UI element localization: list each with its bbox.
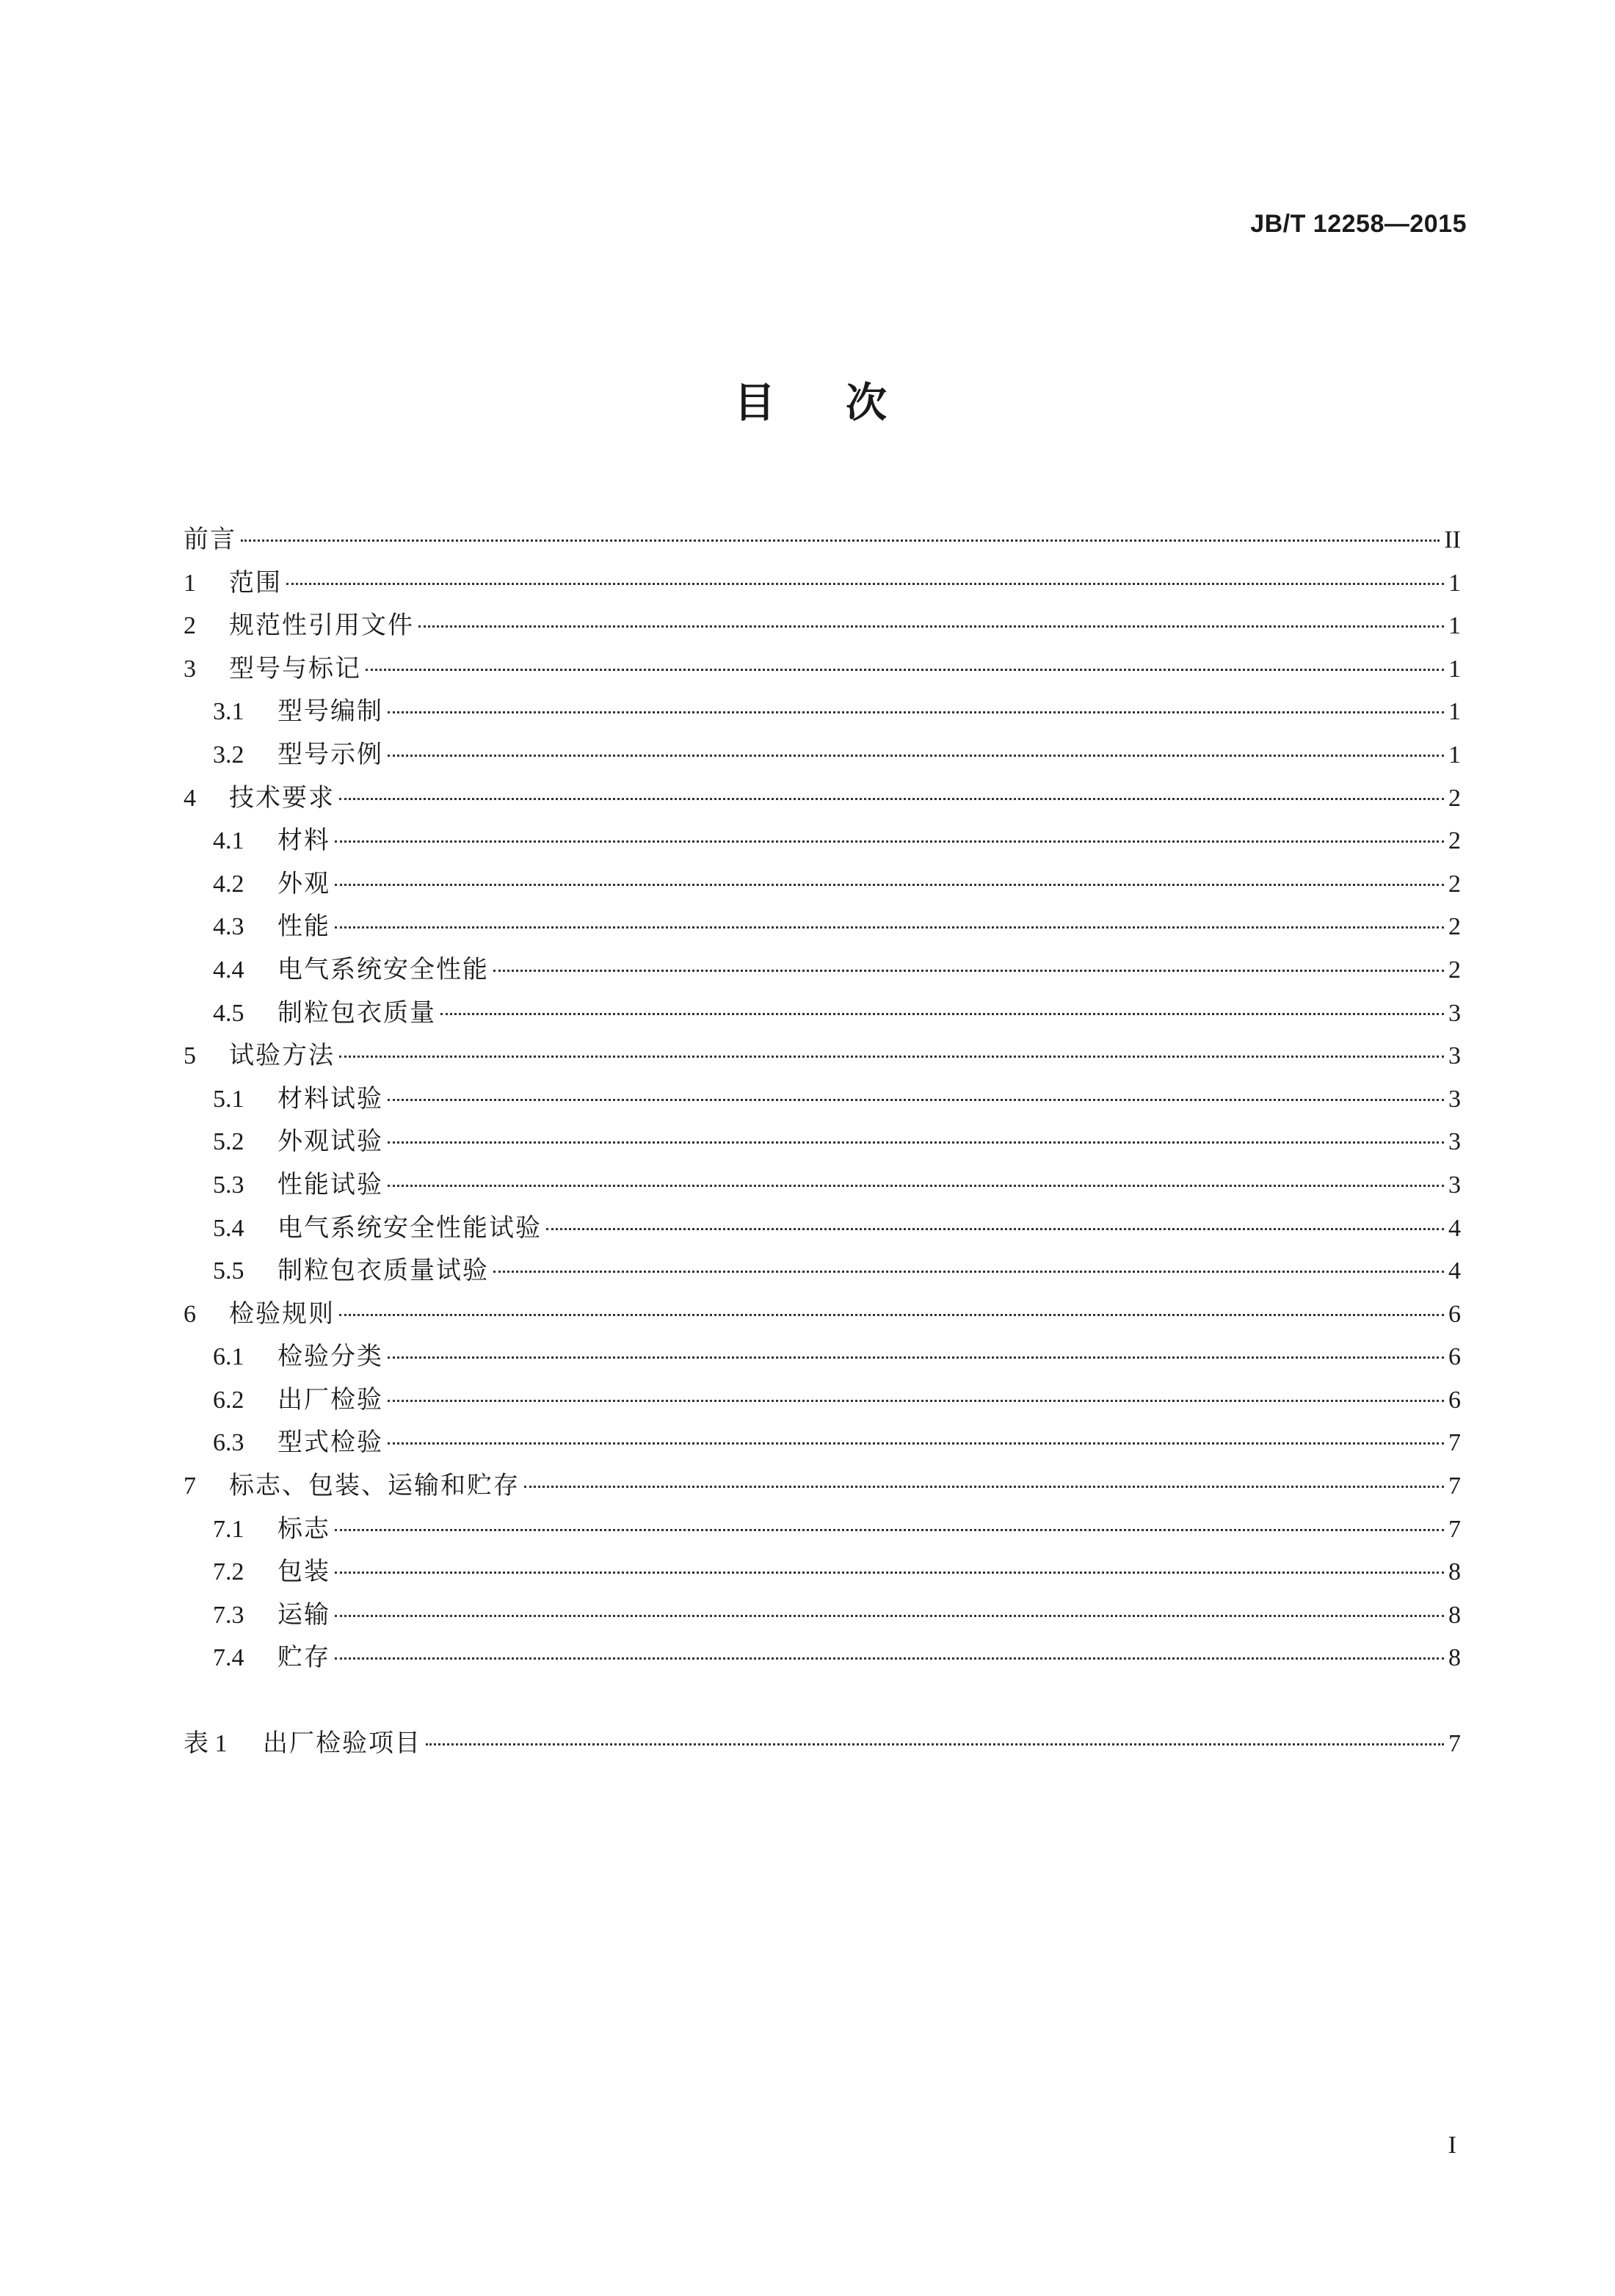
toc-entry-number: 1 [184, 569, 196, 597]
toc-entry[interactable] [184, 948, 1461, 992]
toc-entry-number: 7 [184, 1472, 196, 1500]
toc-entry-label: 检验分类 [277, 1342, 383, 1372]
toc-entry[interactable] [184, 1078, 1461, 1121]
toc-entry-page: 2 [1448, 827, 1461, 855]
dot-leader [426, 1743, 1444, 1745]
dot-leader [335, 1529, 1444, 1531]
toc-entry-number: 表 1 [184, 1730, 228, 1758]
toc-entry-number: 5.4 [213, 1214, 244, 1242]
toc-entry-page: 1 [1448, 612, 1461, 640]
toc-entry[interactable] [184, 1508, 1461, 1551]
toc-entry[interactable] [184, 819, 1461, 862]
toc-entry-number: 3 [184, 655, 196, 683]
toc-entry-page: 6 [1448, 1343, 1461, 1371]
dot-leader [493, 970, 1444, 972]
toc-entry-label: 电气系统安全性能 [277, 954, 489, 984]
toc-entry-page: 3 [1448, 1128, 1461, 1156]
toc-entry-label: 前言 [184, 525, 236, 554]
toc-entry-label: 标志 [277, 1514, 330, 1544]
toc-entry-page: 7 [1448, 1730, 1461, 1758]
dot-leader [388, 711, 1444, 713]
toc-entry-number: 5.3 [213, 1171, 244, 1199]
dot-leader [388, 1141, 1444, 1144]
toc-entry-label: 外观 [277, 868, 330, 898]
dot-leader [339, 1314, 1444, 1316]
toc-entry-label: 型号示例 [277, 739, 383, 769]
toc-entry-number: 7.4 [213, 1644, 244, 1672]
toc-entry-number: 4.1 [213, 827, 244, 855]
toc-entry-number: 5.2 [213, 1128, 244, 1156]
toc-entry[interactable] [184, 604, 1461, 647]
dot-leader [339, 798, 1444, 800]
toc-entry[interactable] [184, 1722, 1461, 1765]
toc-entry[interactable] [184, 1335, 1461, 1378]
toc-entry-page: 1 [1448, 698, 1461, 726]
toc-entry-page: 4 [1448, 1257, 1461, 1285]
toc-entry-label: 型号编制 [277, 697, 383, 727]
toc-entry[interactable] [184, 1594, 1461, 1637]
toc-entry[interactable] [184, 1207, 1461, 1250]
dot-leader [388, 1099, 1444, 1101]
toc-entry[interactable] [184, 862, 1461, 906]
toc-entry[interactable] [184, 1034, 1461, 1078]
toc-entry-label: 材料试验 [277, 1083, 383, 1114]
dot-leader [335, 840, 1444, 843]
toc-entry-label: 材料 [277, 826, 330, 856]
dot-leader [388, 1400, 1444, 1402]
toc-entry-number: 4.4 [213, 956, 244, 984]
toc-entry-label: 出厂检验 [277, 1384, 383, 1414]
toc-entry-page: 1 [1448, 741, 1461, 769]
toc-entry[interactable] [184, 1120, 1461, 1163]
toc-entry[interactable] [184, 1163, 1461, 1207]
toc-entry-page: 8 [1448, 1558, 1461, 1586]
toc-entry[interactable] [184, 562, 1461, 605]
toc-entry-number: 4 [184, 784, 196, 812]
toc-entry-page: 7 [1448, 1515, 1461, 1543]
toc-entry-page: 1 [1448, 655, 1461, 683]
toc-entry-label: 型号与标记 [229, 653, 361, 683]
dot-leader [335, 1572, 1444, 1574]
dot-leader [286, 583, 1444, 585]
toc-entry-number: 6.1 [213, 1343, 244, 1371]
dot-leader [388, 1356, 1444, 1359]
toc-entry-label: 制粒包衣质量试验 [277, 1256, 489, 1286]
toc-entry-page: 2 [1448, 870, 1461, 898]
toc-entry-label: 制粒包衣质量 [277, 998, 436, 1028]
toc-entry-label: 范围 [229, 567, 282, 597]
dot-leader [524, 1486, 1444, 1488]
toc-entry-number: 4.2 [213, 870, 244, 898]
dot-leader [388, 1442, 1444, 1445]
toc-entry[interactable] [184, 518, 1461, 562]
toc-entry-number: 6 [184, 1300, 196, 1328]
dot-leader [335, 884, 1444, 886]
toc-entry-page: 1 [1448, 569, 1461, 597]
dot-leader [366, 669, 1444, 671]
toc-entry-label: 贮存 [277, 1643, 330, 1673]
title-char-left: 目 [734, 379, 775, 427]
dot-leader [388, 755, 1444, 757]
toc-entry-label: 标志、包装、运输和贮存 [229, 1471, 520, 1501]
dot-leader [493, 1271, 1444, 1273]
toc-entry[interactable] [184, 1378, 1461, 1422]
toc-entry[interactable] [184, 1421, 1461, 1464]
dot-leader [440, 1013, 1444, 1015]
toc-entry-label: 规范性引用文件 [229, 611, 414, 641]
toc-entry-label: 技术要求 [229, 782, 335, 813]
dot-leader [335, 926, 1444, 929]
toc-entry-page: 2 [1448, 956, 1461, 984]
toc-entry-page: 2 [1448, 784, 1461, 812]
toc-entry-page: 3 [1448, 1085, 1461, 1113]
toc-entry[interactable] [184, 733, 1461, 777]
toc-entry-number: 3.1 [213, 698, 244, 726]
page-title [734, 379, 887, 427]
dot-leader [418, 625, 1444, 628]
toc-entry[interactable] [184, 1464, 1461, 1508]
toc-entry-page: 4 [1448, 1214, 1461, 1242]
standard-code: JB/T 12258—2015 [1250, 210, 1467, 238]
toc-entry[interactable] [184, 1249, 1461, 1293]
toc-entry[interactable] [184, 905, 1461, 948]
toc-entry-page: 7 [1448, 1472, 1461, 1500]
toc-entry-page: 3 [1448, 1171, 1461, 1199]
dot-leader [388, 1185, 1444, 1187]
toc-entry[interactable] [184, 992, 1461, 1035]
toc-entry-label: 型式检验 [277, 1428, 383, 1458]
toc-entry-number: 7.2 [213, 1558, 244, 1586]
toc-entry[interactable] [184, 1550, 1461, 1594]
toc-entry-page: 7 [1448, 1429, 1461, 1457]
toc-entry[interactable] [184, 690, 1461, 733]
toc-entry-page: 3 [1448, 999, 1461, 1027]
toc-entry-number: 6.3 [213, 1429, 244, 1457]
toc-entry-label: 试验方法 [229, 1041, 335, 1071]
toc-entry-number: 7.1 [213, 1515, 244, 1543]
toc-entry-number: 4.5 [213, 999, 244, 1027]
toc-entry-label: 出厂检验项目 [263, 1729, 421, 1759]
toc-entry-label: 运输 [277, 1599, 330, 1630]
toc-spacer [184, 1679, 1461, 1722]
toc-entry[interactable] [184, 1636, 1461, 1679]
dot-leader [546, 1228, 1444, 1230]
toc-entry-number: 3.2 [213, 741, 244, 769]
dot-leader [335, 1657, 1444, 1660]
title-char-right: 次 [846, 379, 887, 427]
toc-entry-number: 5.1 [213, 1085, 244, 1113]
toc-entry-number: 2 [184, 612, 196, 640]
toc-entry-page: 6 [1448, 1300, 1461, 1328]
toc-entry-page: 8 [1448, 1601, 1461, 1629]
toc-entry-number: 5 [184, 1042, 196, 1070]
toc-entry-number: 6.2 [213, 1386, 244, 1414]
table-of-contents [184, 518, 1461, 1765]
toc-entry-page: 3 [1448, 1042, 1461, 1070]
toc-entry-label: 性能试验 [277, 1169, 383, 1199]
toc-entry-label: 包装 [277, 1557, 330, 1587]
dot-leader [339, 1056, 1444, 1058]
toc-entry-label: 检验规则 [229, 1298, 335, 1329]
page-number: I [1448, 2132, 1456, 2159]
toc-entry-page: 2 [1448, 913, 1461, 941]
toc-entry[interactable] [184, 1293, 1461, 1336]
toc-entry-page: 6 [1448, 1386, 1461, 1414]
toc-entry[interactable] [184, 647, 1461, 691]
toc-entry-number: 4.3 [213, 913, 244, 941]
toc-entry[interactable] [184, 777, 1461, 820]
dot-leader [335, 1615, 1444, 1617]
toc-entry-page: II [1444, 526, 1461, 553]
toc-entry-label: 性能 [277, 912, 330, 942]
toc-entry-number: 7.3 [213, 1601, 244, 1629]
toc-entry-label: 外观试验 [277, 1127, 383, 1157]
toc-entry-label: 电气系统安全性能试验 [277, 1213, 542, 1243]
toc-entry-number: 5.5 [213, 1257, 244, 1285]
toc-entry-page: 8 [1448, 1644, 1461, 1672]
dot-leader [241, 540, 1440, 542]
